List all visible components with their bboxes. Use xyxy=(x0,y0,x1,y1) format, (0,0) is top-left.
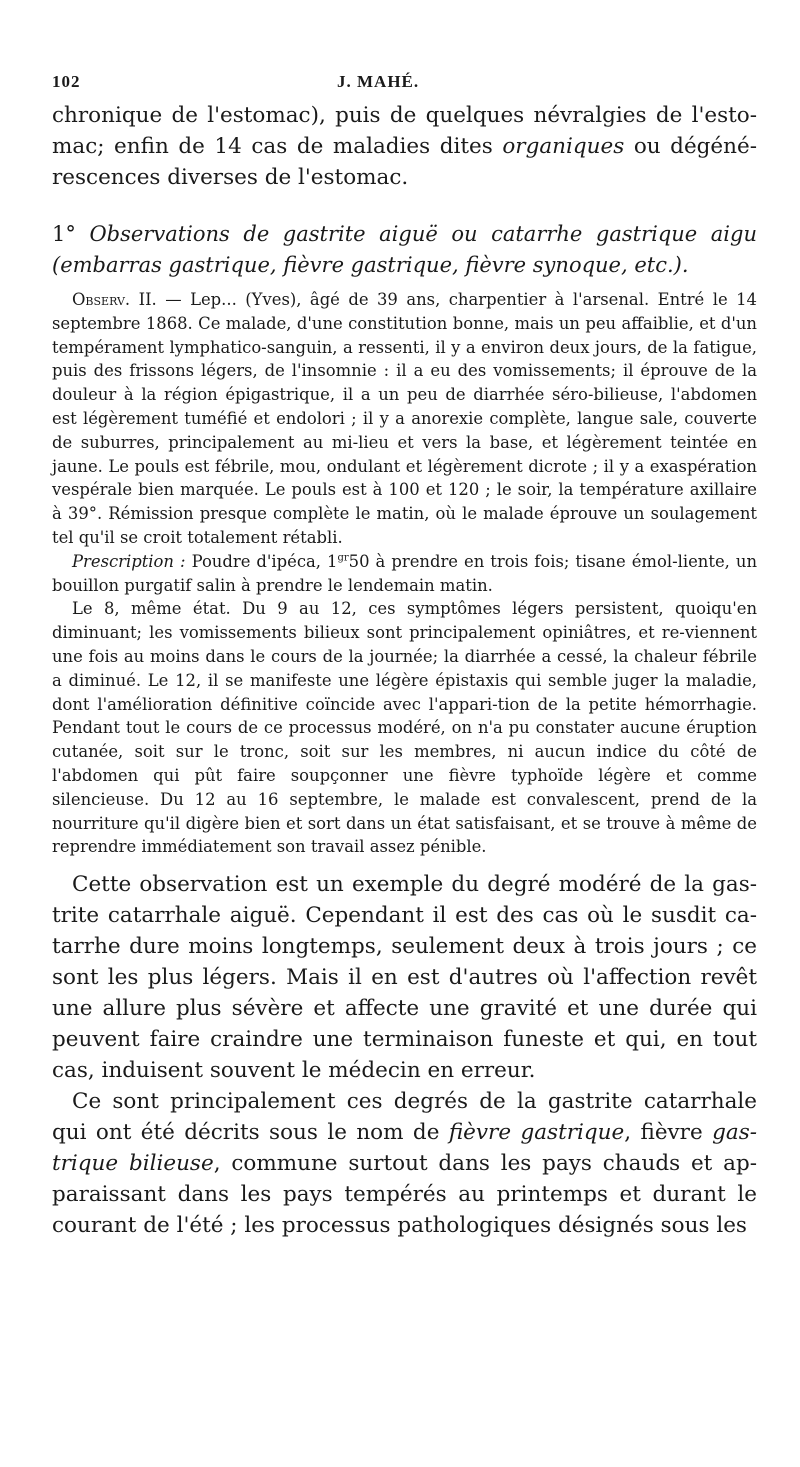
prescription-paragraph xyxy=(52,550,757,598)
observation-label: Observ. II. xyxy=(72,290,157,309)
prescription-text-b: 50 à prendre en trois fois; tisane émol-liente, un bouillon purgatif salin à prendre le lendemain matin. xyxy=(52,551,757,595)
intro-text-1: chronique de l'estomac), puis de quelques névralgies de l'esto-mac; enfin de 14 cas de maladies dites xyxy=(52,103,757,159)
intro-paragraph xyxy=(52,100,757,193)
observation-text-3: Le 8, même état. Du 9 au 12, ces symptômes légers persistent, quoiqu'en diminuant; les vomissements bilieux sont principalement opiniâtres, et re-viennent une fois au moins dans le cours de la journée; la diarrhée a cessé, la chaleur fébrile a diminué. Le 12, il se manifeste une légère épistaxis qui semble juger la maladie, dont l'amélioration définitive coïncide avec l'appari-tion de la petite hémorrhagie. Pendant tout le cours de ce processus modéré, on n'a pu constater aucune éruption cutanée, soit sur le tronc, soit sur les membres, ni aucun indice du côté de l'abdomen qui pût faire soupçonner une fièvre typhoïde légère et comme silencieuse. Du 12 au 16 septembre, le malade est convalescent, prend de la nourriture qu'il digère bien et sort dans un état satisfaisant, et se trouve à même de reprendre immédiatement son travail assez pénible. xyxy=(52,599,757,857)
prescription-text-a: Poudre d'ipéca, 1 xyxy=(185,551,338,571)
prescription-label: Prescription : xyxy=(72,551,186,571)
body-text-1: Cette observation est un exemple du degré modéré de la gas-trite catarrhale aiguë. Cependant il est des cas où le susdit ca-tarrhe dure moins longtemps, seulement deux à trois jours ; ce sont les plus légers. Mais il en est d'autres où l'affection revêt une allure plus sévère et affecte une gravité et une durée qui peuvent faire craindre une terminaison funeste et qui, en tout cas, induisent souvent le médecin en erreur. xyxy=(52,872,757,1084)
body-italic-1: fièvre gastrique xyxy=(448,1120,625,1146)
section-title: Observations de gastrite aiguë ou catarrhe gastrique aigu (embarras gastrique, fièvre gastrique, fièvre synoque, etc.). xyxy=(52,222,757,277)
page-number: 102 xyxy=(52,72,81,91)
book-page xyxy=(52,72,757,1241)
section-heading xyxy=(52,219,757,280)
running-title: J. MAHÉ. xyxy=(337,72,420,91)
intro-italic: organiques xyxy=(502,134,625,159)
observation-paragraph-1 xyxy=(52,288,757,550)
observation-paragraph-3 xyxy=(52,597,757,859)
body-text-2c: , commune surtout dans les pays chauds et ap-paraissant dans les pays tempérés au printemps et durant le courant de l'été ; les processus pathologiques désignés sous les xyxy=(52,1151,757,1239)
intro-text-2: ou dégéné-rescences diverses de l'estomac. xyxy=(52,134,757,190)
section-number: 1° xyxy=(52,222,76,246)
observation-text-1: — Lep... (Yves), âgé de 39 ans, charpentier à l'arsenal. Entré le 14 septembre 1868. Ce malade, d'une constitution bonne, mais un peu affaiblie, et d'un tempérament lymphatico-sanguin, a ressenti, il y a environ deux jours, de la fatigue, puis des frissons légers, de l'insomnie : il a eu des vomissements; il éprouve de la douleur à la région épigastrique, il a un peu de diarrhée séro-bilieuse, l'abdomen est légèrement tuméfié et endolori ; il y a anorexie complète, langue sale, couverte de suburres, principalement au mi-lieu et vers la base, et légèrement teintée en jaune. Le pouls est fébrile, mou, ondulant et légèrement dicrote ; il y a exaspération vespérale bien marquée. Le pouls est à 100 et 120 ; le soir, la température axillaire à 39°. Rémission presque complète le matin, où le malade éprouve un soulagement tel qu'il se croit totalement rétabli. xyxy=(52,290,757,547)
prescription-sup: gr xyxy=(337,552,349,564)
body-italic-2: gas-trique bilieuse xyxy=(52,1120,757,1177)
body-text-2a: Ce sont principalement ces degrés de la gastrite catarrhale qui ont été décrits sous le nom de xyxy=(52,1089,757,1146)
body-paragraph-2 xyxy=(52,1086,757,1241)
body-text-2b: , fièvre xyxy=(624,1120,713,1146)
page-header xyxy=(52,72,757,100)
body-paragraph-1 xyxy=(52,869,757,1086)
